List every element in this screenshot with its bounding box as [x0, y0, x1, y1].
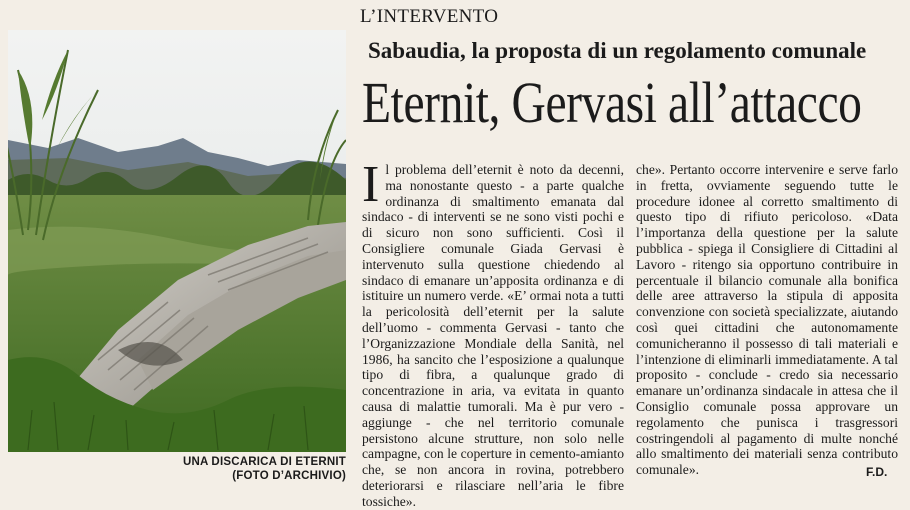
author-signature: F.D. [866, 465, 888, 479]
drop-cap: I [362, 156, 380, 213]
section-kicker: L’INTERVENTO [360, 6, 499, 27]
photo-caption-line2: (FOTO D’ARCHIVIO) [232, 470, 346, 482]
article-column-2 [636, 162, 898, 478]
article-subtitle: Sabaudia, la proposta di un regolamento comunale [368, 38, 867, 63]
article-headline: Eternit, Gervasi all’attacco [362, 70, 862, 135]
article-column-1 [362, 156, 624, 510]
column-1-text: l problema dell’eternit è noto da decenni, ma nonostante questo - a parte qualche ordinanza di smaltimento emanata dal sindaco - di interventi se ne sono visti pochi e di sicuro non sono sufficienti. Così il Consigliere comunale Giada Gervasi è intervenuto sulla questione chiedendo al sindaco di emanare un’apposita ordinanza e di istituire un numero verde. «E’ ormai nota a tutti la pericolosità dell’eternit per la salute dell’uomo - commenta Gervasi - tanto che l’Organizzazione Mondiale della Sanità, nel 1986, ha sancito che l’esposizione a qualunque tipo di fibra, a qualunque grado di concentrazione in aria, va evitata in quanto causa di malattie tumorali. Ma è pur vero - aggiunge - che nel territorio comunale persistono alcune strutture, non solo nelle campagne, con le coperture in cemento-amianto che, se non ancora in rovina, potrebbero deteriorarsi e rilasciare nell’aria le fibre tossiche». [362, 162, 624, 509]
article-photo [8, 30, 346, 452]
photo-caption-line1: UNA DISCARICA DI ETERNIT [182, 456, 346, 468]
column-2-text: che». Pertanto occorre intervenire e serve farlo in fretta, ovviamente seguendo tutte le procedure idonee al corretto smaltimento di questo tipo di rifiuto pericoloso. «Data l’importanza della questione per la salute pubblica - spiega il Consigliere di Cittadini al Lavoro - ritengo sia opportuno contribuire in percentuale il bilancio comunale alla bonifica delle aree attraverso la stipula di apposita convenzione con società specializzate, aiutando così quei cittadini che autonomamente comunicheranno il possesso di tali materiali e l’intenzione di eliminarli immediatamente. A tal proposito - conclude - credo sia necessario emanare un’ordinanza sindacale in attesa che il Consiglio comunale possa approvare un regolamento che punisca i trasgressori costringendoli al pagamento di multe nonché allo smaltimento dei materiali senza contributo comunale». [636, 162, 898, 478]
photo-caption [8, 455, 346, 483]
eternit-dump-image [8, 30, 346, 452]
